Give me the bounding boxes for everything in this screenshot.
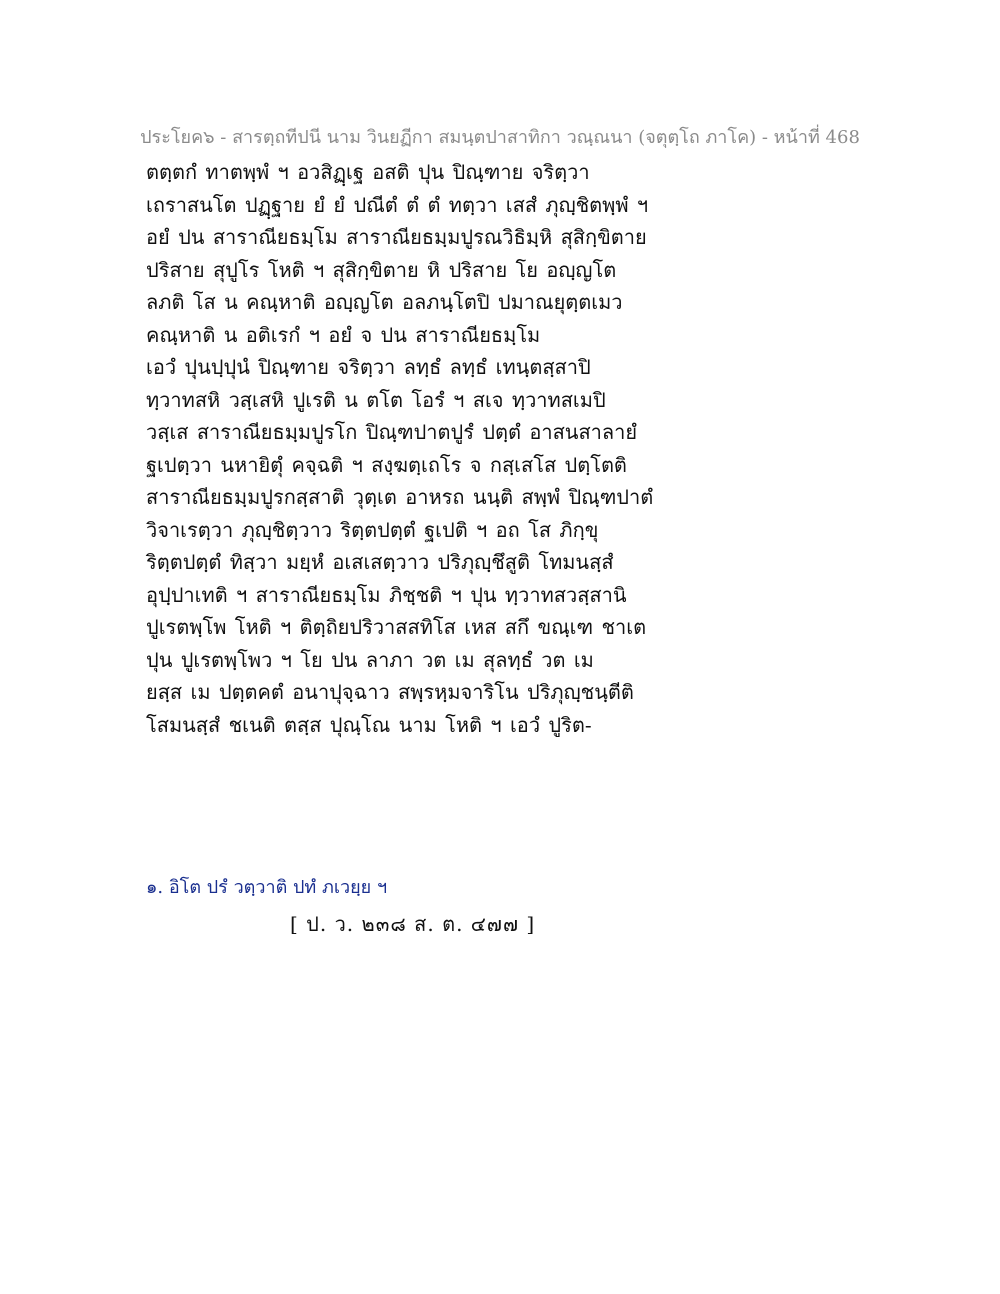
text-line-15: ปูเรตพฺโพ โหติ ฯ ติตฺถิยปริวาสสทิโส เหส สกึ ขณฺเฑ ชาเต [146, 615, 647, 639]
text-line-16: ปุน ปูเรตพฺโพว ฯ โย ปน ลาภา วต เม สุลทฺธํ วต เม [146, 647, 594, 672]
text-line-7: เอวํ ปุนปฺปุนํ ปิณฺฑาย จริตฺวา ลทฺธํ ลทฺธํ เทนฺตสฺสาปิ [146, 355, 591, 379]
footnote: ๑. อิโต ปรํ วตฺวาติ ปทํ ภเวยฺย ฯ [146, 877, 388, 898]
text-line-11: สาราณียธมฺมปูรกสฺสาติ วุตฺเต อาหรถ นนฺติ สพฺพํ ปิณฺฑปาตํ [146, 485, 654, 509]
text-line-14: อุปฺปาเทติ ฯ สาราณียธมฺโม ภิชฺชติ ฯ ปุน ทฺวาทสวสฺสานิ [146, 582, 627, 607]
text-line-9: วสฺเส สาราณียธมฺมปูรโก ปิณฺฑปาตปูรํ ปตฺตํ อาสนสาลายํ [146, 420, 638, 444]
page-header: ประโยค๖ - สารตฺถทีปนี นาม วินยฏีกา สมนฺตปาสาทิกา วณฺณนา (จตุตฺโถ ภาโค) - หน้าที่ 468 [140, 127, 860, 148]
text-line-2: เถราสนโต ปฏฺฐาย ยํ ยํ ปณีตํ ตํ ตํ ทตฺวา เสสํ ภุญฺชิตพฺพํ ฯ [146, 192, 649, 217]
page-reference: [ ป. ว. ๒๓๘ ส. ต. ๔๗๗ ] [290, 912, 536, 936]
text-line-4: ปริสาย สุปูโร โหติ ฯ สุสิกฺขิตาย หิ ปริสาย โย อญฺญโต [146, 257, 617, 282]
text-line-1: ตตฺตกํ ทาตพฺพํ ฯ อวสิฏฺเฐ อสติ ปุน ปิณฺฑาย จริตฺวา [146, 160, 590, 184]
text-line-8: ทฺวาทสหิ วสฺเสหิ ปูเรติ น ตโต โอรํ ฯ สเจ ทฺวาทสเมปิ [146, 387, 606, 412]
text-line-3: อยํ ปน สาราณียธมฺโม สาราณียธมฺมปูรณวิธิมฺหิ สุสิกฺขิตาย [146, 225, 647, 249]
text-line-17: ยสฺส เม ปตฺตคตํ อนาปุจฺฉาว สพฺรหฺมจาริโน ปริภุญฺชนฺตีติ [146, 680, 634, 704]
text-line-12: วิจาเรตฺวา ภุญฺชิตฺวาว ริตฺตปตฺตํ ฐเปติ ฯ อถ โส ภิกฺขุ [146, 517, 599, 542]
text-line-18: โสมนสฺสํ ชเนติ ตสฺส ปุณฺโณ นาม โหติ ฯ เอวํ ปูริต- [146, 712, 592, 737]
text-line-13: ริตฺตปตฺตํ ทิสฺวา มยฺหํ อเสเสตฺวาว ปริภุญฺชึสูติ โทมนสฺสํ [146, 550, 614, 574]
text-line-6: คณฺหาติ น อติเรกํ ฯ อยํ จ ปน สาราณียธมฺโม [146, 322, 541, 347]
body-text [146, 156, 866, 741]
text-line-10: ฐเปตฺวา นหายิตุํ คจฺฉติ ฯ สงฺฆตฺเถโร จ กสฺเสโส ปตฺโตติ [146, 452, 627, 477]
text-line-5: ลภติ โส น คณฺหาติ อญฺญโต อลภนฺโตปิ ปมาณยุตฺตเมว [146, 290, 623, 314]
